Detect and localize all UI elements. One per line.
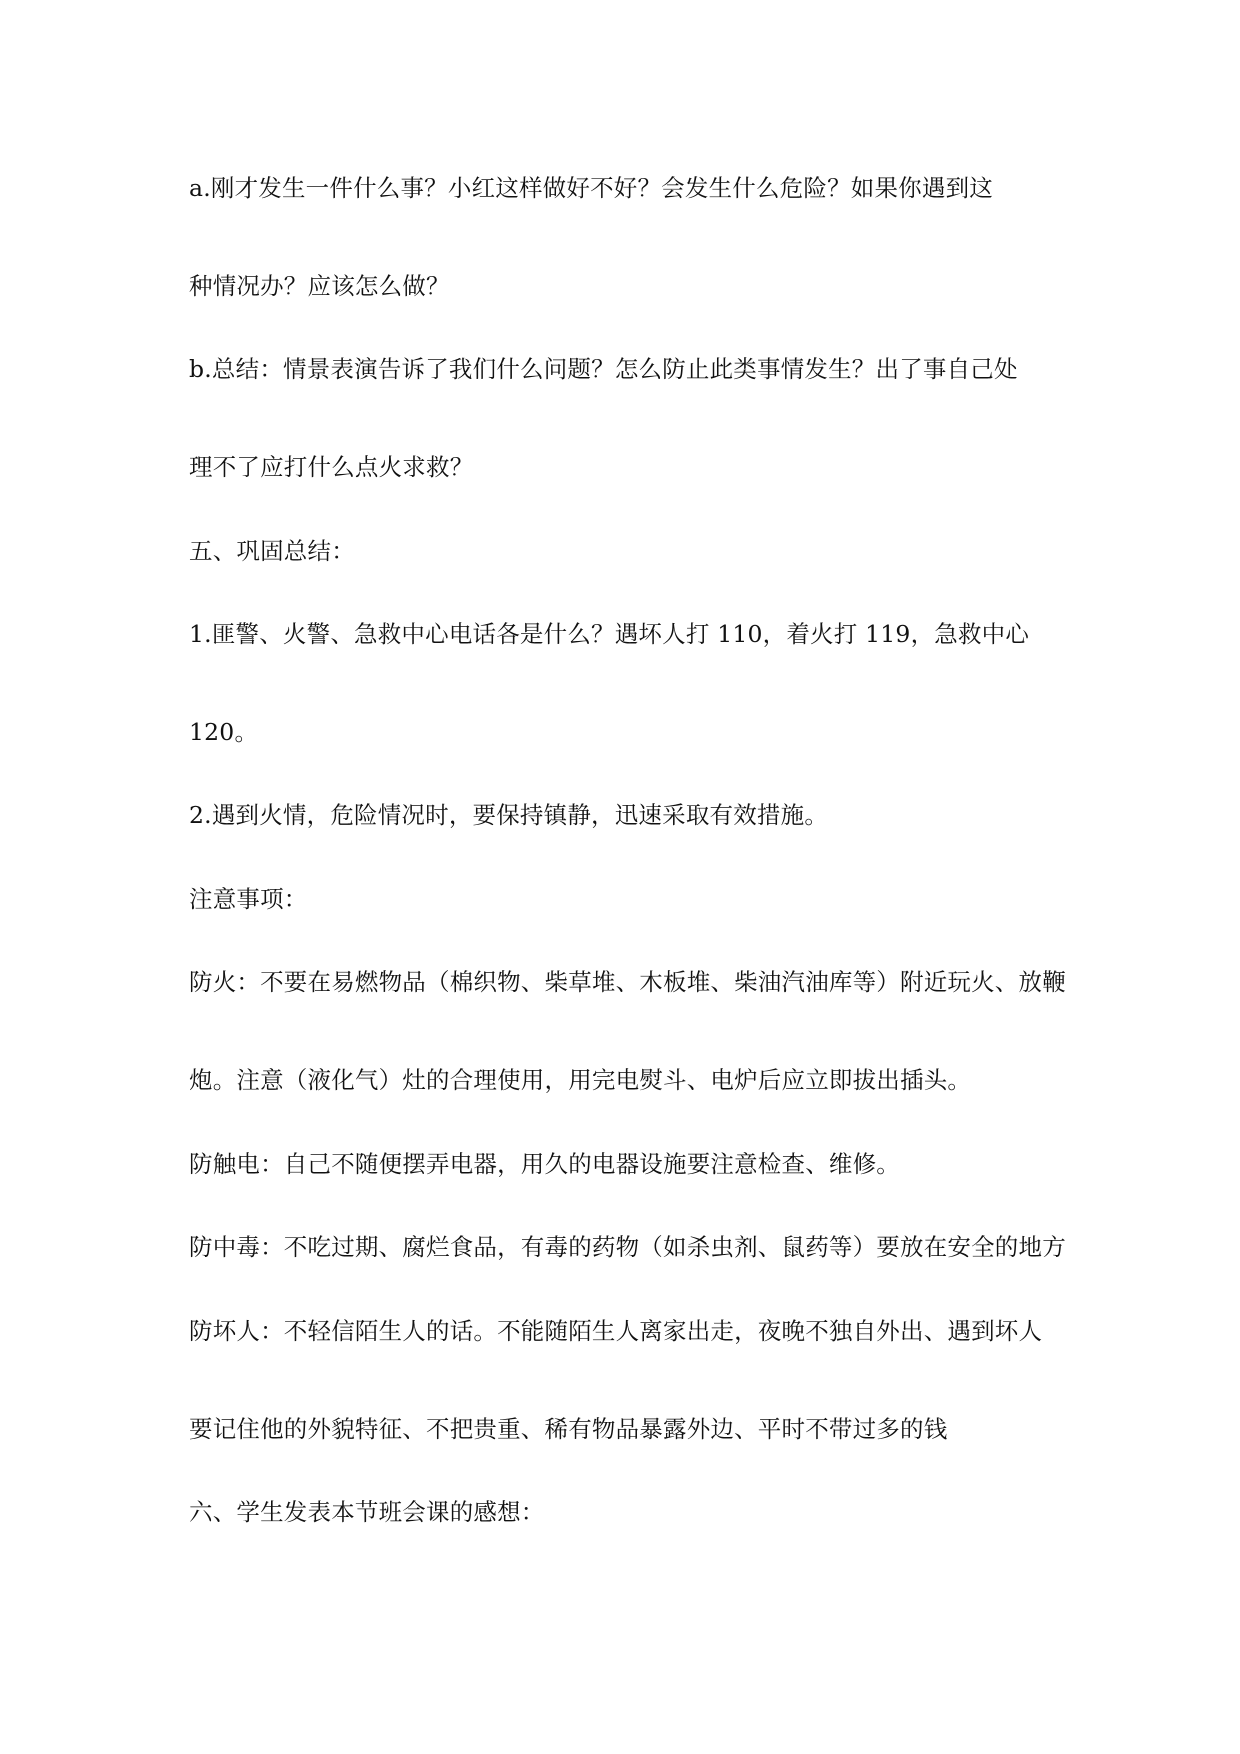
stranger-safety-line-1: 防坏人：不轻信陌生人的话。不能随陌生人离家出走，夜晚不独自外出、遇到坏人 bbox=[189, 1317, 1043, 1345]
summary-b-line-1: b.总结：情景表演告诉了我们什么问题？怎么防止此类事情发生？出了事自己处 bbox=[189, 355, 1018, 383]
fire-safety-line-1: 防火：不要在易燃物品（棉织物、柴草堆、木板堆、柴油汽油库等）附近玩火、放鞭 bbox=[189, 968, 1066, 996]
summary-b-line-2: 理不了应打什么点火求救？ bbox=[189, 453, 474, 481]
stranger-safety-line-2: 要记住他的外貌特征、不把贵重、稀有物品暴露外边、平时不带过多的钱 bbox=[189, 1415, 948, 1443]
item-2-line: 2.遇到火情，危险情况时，要保持镇静，迅速采取有效措施。 bbox=[189, 801, 829, 829]
electric-safety-line: 防触电：自己不随便摆弄电器，用久的电器设施要注意检查、维修。 bbox=[189, 1150, 900, 1178]
question-a-line-2: 种情况办？应该怎么做？ bbox=[189, 272, 450, 300]
poison-safety-line: 防中毒：不吃过期、腐烂食品，有毒的药物（如杀虫剂、鼠药等）要放在安全的地方 bbox=[189, 1233, 1066, 1261]
item-1-line-1: 1.匪警、火警、急救中心电话各是什么？遇坏人打 110，着火打 119，急救中心 bbox=[189, 620, 1030, 648]
question-a-line-1: a.刚才发生一件什么事？小红这样做好不好？会发生什么危险？如果你遇到这 bbox=[189, 174, 993, 202]
notes-heading: 注意事项： bbox=[189, 885, 308, 913]
fire-safety-line-2: 炮。注意（液化气）灶的合理使用，用完电熨斗、电炉后应立即拔出插头。 bbox=[189, 1066, 972, 1094]
section-six-heading: 六、学生发表本节班会课的感想： bbox=[189, 1498, 545, 1526]
item-1-line-2: 120。 bbox=[189, 718, 259, 746]
section-five-heading: 五、巩固总结： bbox=[189, 537, 355, 565]
